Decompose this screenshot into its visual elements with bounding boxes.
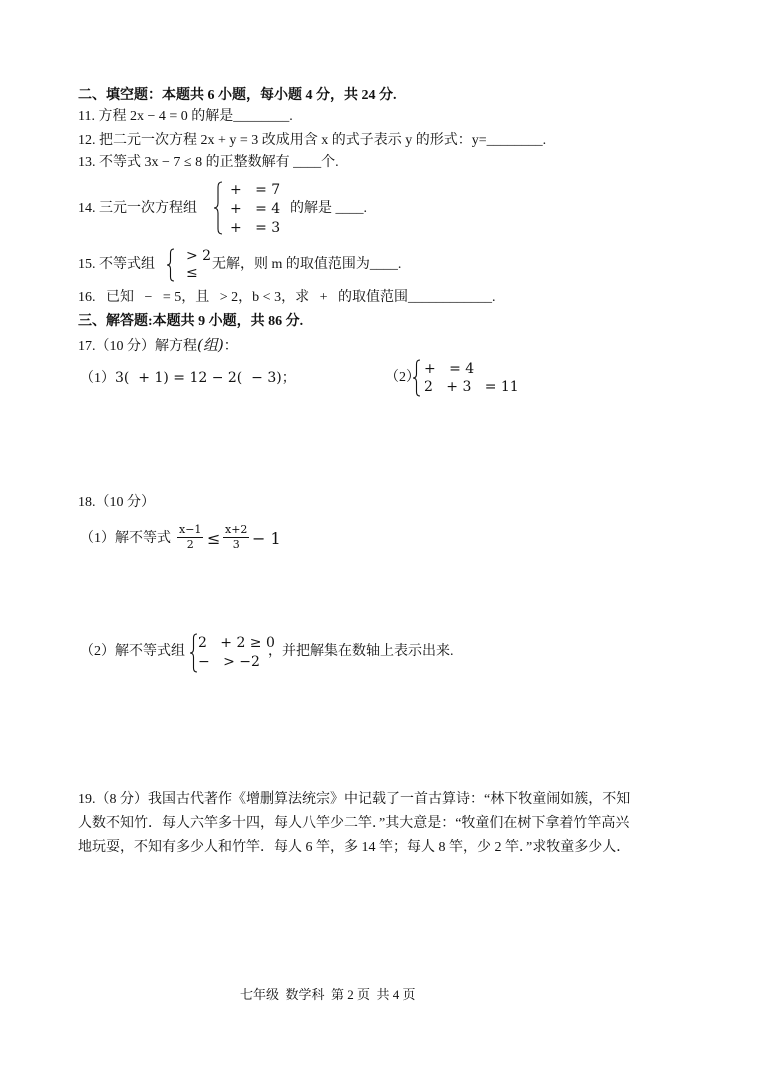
equation: 3( + 1) = 12 − 2( − 3)；: [115, 370, 296, 386]
left-brace: [213, 181, 223, 235]
denominator: 3: [232, 538, 240, 551]
part-label: （2）: [385, 370, 420, 385]
question-17-part-1: [80, 368, 296, 389]
left-brace: [412, 359, 421, 397]
question-18-part-2-label: （2）解不等式组: [80, 644, 185, 659]
numerator: x−1: [179, 523, 202, 536]
system-equation: 2 + 3 = 11: [424, 379, 519, 395]
question-19-line: 19.（8 分）我国古代著作《增删算法统宗》中记载了一首古算诗：“林下牧童闹如簇，不知: [78, 792, 631, 807]
question-17-title-math: (组): [197, 336, 224, 354]
section-3-heading: 三、解答题:本题共 9 小题，共 86 分.: [78, 314, 304, 329]
page-footer: 七年级 数学科 第 2 页 共 4 页: [240, 987, 416, 1002]
denominator: 2: [186, 538, 194, 551]
system-inequality: 2 + 2 ≥ 0: [198, 635, 275, 651]
part-label: （1）: [80, 371, 115, 386]
left-brace: [166, 248, 175, 282]
question-17-title-end: ：: [223, 339, 238, 354]
question-14-label: 14. 三元一次方程组: [78, 201, 197, 216]
question-18-title: 18.（10 分）: [78, 495, 155, 510]
question-12: 12. 把二元一次方程 2x + y = 3 改成用含 x 的式子表示 y 的形式：y=________.: [78, 133, 547, 148]
inequality-condition: ≤: [186, 265, 198, 281]
question-15-tail: 无解，则 m 的取值范围为____.: [212, 257, 402, 272]
fraction-left: [177, 523, 203, 552]
expression-tail: − 1: [252, 529, 281, 548]
inequality-condition: > 2: [186, 248, 212, 264]
question-14-tail: 的解是 ____.: [290, 201, 367, 216]
numerator: x+2: [225, 523, 248, 536]
question-15-label: 15. 不等式组: [78, 257, 155, 272]
question-18-part-2-tail: ，并把解集在数轴上表示出来.: [268, 644, 454, 659]
system-inequality: − > −2: [198, 654, 260, 670]
left-brace: [189, 633, 198, 673]
question-11: 11. 方程 2x − 4 = 0 的解是________.: [78, 109, 293, 124]
question-17-title-text: 17.（10 分）解方程: [78, 339, 197, 354]
question-17-title: [78, 335, 238, 357]
system-equation: + = 4: [230, 201, 281, 217]
question-18-part-1-label: （1）解不等式: [80, 531, 171, 546]
question-19-line: 人数不知竹．每人六竿多十四，每人八竿少二竿．”其大意是：“牧童们在树下拿着竹竿高兴: [78, 816, 630, 831]
question-13: 13. 不等式 3x − 7 ≤ 8 的正整数解有 ____个.: [78, 155, 339, 170]
system-equation: + = 3: [230, 220, 281, 236]
fraction-right: [223, 523, 249, 552]
system-equation: + = 4: [424, 361, 475, 377]
section-2-heading: 二、填空题：本题共 6 小题，每小题 4 分，共 24 分.: [78, 88, 397, 103]
relation-symbol: ≤: [207, 529, 221, 548]
system-equation: + = 7: [230, 182, 281, 198]
question-16: 16. 已知 − = 5，且 > 2，b < 3，求 + 的取值范围____________.: [78, 290, 496, 305]
question-19-line: 地玩耍，不知有多少人和竹竿．每人 6 竿，多 14 竿；每人 8 竿，少 2 竿．”求牧童多少人．: [78, 840, 631, 855]
